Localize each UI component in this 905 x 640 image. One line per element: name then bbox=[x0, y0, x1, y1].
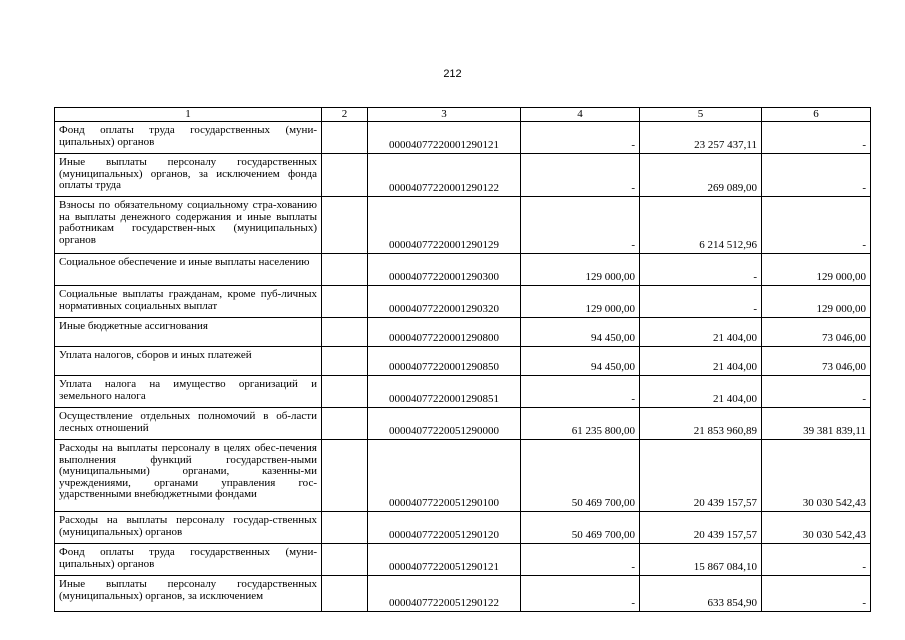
value-cell-6: 30 030 542,43 bbox=[762, 440, 871, 512]
row-name-cell: Осуществление отдельных полномочий в об-ласти лесных отношений bbox=[55, 408, 322, 440]
value-cell-5: 633 854,90 bbox=[640, 576, 762, 612]
value-cell-6: 73 046,00 bbox=[762, 318, 871, 347]
table-row bbox=[55, 347, 871, 376]
header-cell: 4 bbox=[521, 108, 640, 122]
empty-cell bbox=[322, 347, 368, 376]
value-cell-4: 50 469 700,00 bbox=[521, 440, 640, 512]
table-row bbox=[55, 440, 871, 512]
code-cell: 00004077220001290122 bbox=[368, 154, 521, 197]
value-cell-5: - bbox=[640, 254, 762, 286]
row-name-cell: Уплата налога на имущество организаций и земельного налога bbox=[55, 376, 322, 408]
table-row bbox=[55, 376, 871, 408]
table-row bbox=[55, 408, 871, 440]
row-name-cell: Расходы на выплаты персоналу в целях обес-печения выполнения функций государствен-ными (муниципальными) органами, казенны-ми учреждениями, органами управления гос-ударственными внебюджетными фондами bbox=[55, 440, 322, 512]
value-cell-6: - bbox=[762, 197, 871, 254]
empty-cell bbox=[322, 154, 368, 197]
table-row bbox=[55, 154, 871, 197]
code-cell: 00004077220001290851 bbox=[368, 376, 521, 408]
code-cell: 00004077220051290100 bbox=[368, 440, 521, 512]
empty-cell bbox=[322, 254, 368, 286]
code-cell: 00004077220051290121 bbox=[368, 544, 521, 576]
row-name-cell: Фонд оплаты труда государственных (муни-ципальных) органов bbox=[55, 544, 322, 576]
header-cell: 3 bbox=[368, 108, 521, 122]
code-cell: 00004077220001290121 bbox=[368, 122, 521, 154]
value-cell-6: 39 381 839,11 bbox=[762, 408, 871, 440]
empty-cell bbox=[322, 197, 368, 254]
row-name-cell: Иные бюджетные ассигнования bbox=[55, 318, 322, 347]
value-cell-6: - bbox=[762, 122, 871, 154]
value-cell-5: 21 404,00 bbox=[640, 318, 762, 347]
value-cell-5: 21 404,00 bbox=[640, 376, 762, 408]
table-row bbox=[55, 286, 871, 318]
value-cell-4: 94 450,00 bbox=[521, 347, 640, 376]
value-cell-5: 15 867 084,10 bbox=[640, 544, 762, 576]
value-cell-4: - bbox=[521, 544, 640, 576]
code-cell: 00004077220001290850 bbox=[368, 347, 521, 376]
row-name-cell: Уплата налогов, сборов и иных платежей bbox=[55, 347, 322, 376]
header-cell: 2 bbox=[322, 108, 368, 122]
value-cell-5: 23 257 437,11 bbox=[640, 122, 762, 154]
value-cell-4: - bbox=[521, 197, 640, 254]
value-cell-6: - bbox=[762, 154, 871, 197]
empty-cell bbox=[322, 408, 368, 440]
row-name-cell: Взносы по обязательному социальному стра-хованию на выплаты денежного содержания и иные выплаты работникам государствен-ных (муниципальных) органов bbox=[55, 197, 322, 254]
value-cell-4: - bbox=[521, 576, 640, 612]
empty-cell bbox=[322, 576, 368, 612]
header-cell: 1 bbox=[55, 108, 322, 122]
code-cell: 00004077220001290800 bbox=[368, 318, 521, 347]
row-name-cell: Расходы на выплаты персоналу государ-ственных (муниципальных) органов bbox=[55, 512, 322, 544]
value-cell-4: 94 450,00 bbox=[521, 318, 640, 347]
value-cell-4: 61 235 800,00 bbox=[521, 408, 640, 440]
empty-cell bbox=[322, 376, 368, 408]
value-cell-6: 129 000,00 bbox=[762, 286, 871, 318]
row-name-cell: Социальное обеспечение и иные выплаты населению bbox=[55, 254, 322, 286]
value-cell-4: 129 000,00 bbox=[521, 286, 640, 318]
table-row bbox=[55, 576, 871, 612]
code-cell: 00004077220001290300 bbox=[368, 254, 521, 286]
header-cell: 6 bbox=[762, 108, 871, 122]
value-cell-5: 6 214 512,96 bbox=[640, 197, 762, 254]
code-cell: 00004077220001290129 bbox=[368, 197, 521, 254]
empty-cell bbox=[322, 318, 368, 347]
value-cell-6: - bbox=[762, 576, 871, 612]
code-cell: 00004077220051290122 bbox=[368, 576, 521, 612]
table-row bbox=[55, 197, 871, 254]
value-cell-6: 129 000,00 bbox=[762, 254, 871, 286]
empty-cell bbox=[322, 512, 368, 544]
value-cell-4: - bbox=[521, 122, 640, 154]
value-cell-5: 21 853 960,89 bbox=[640, 408, 762, 440]
value-cell-6: - bbox=[762, 376, 871, 408]
value-cell-6: 30 030 542,43 bbox=[762, 512, 871, 544]
header-cell: 5 bbox=[640, 108, 762, 122]
value-cell-5: 21 404,00 bbox=[640, 347, 762, 376]
value-cell-4: 50 469 700,00 bbox=[521, 512, 640, 544]
empty-cell bbox=[322, 440, 368, 512]
value-cell-4: - bbox=[521, 376, 640, 408]
value-cell-5: - bbox=[640, 286, 762, 318]
page-number: 212 bbox=[443, 68, 462, 80]
value-cell-4: - bbox=[521, 154, 640, 197]
value-cell-6: 73 046,00 bbox=[762, 347, 871, 376]
value-cell-5: 20 439 157,57 bbox=[640, 440, 762, 512]
empty-cell bbox=[322, 544, 368, 576]
budget-table bbox=[54, 107, 871, 612]
value-cell-5: 269 089,00 bbox=[640, 154, 762, 197]
row-name-cell: Фонд оплаты труда государственных (муни-ципальных) органов bbox=[55, 122, 322, 154]
value-cell-4: 129 000,00 bbox=[521, 254, 640, 286]
table-row bbox=[55, 254, 871, 286]
header-row bbox=[55, 108, 871, 122]
table-row bbox=[55, 512, 871, 544]
row-name-cell: Социальные выплаты гражданам, кроме пуб-личных нормативных социальных выплат bbox=[55, 286, 322, 318]
code-cell: 00004077220001290320 bbox=[368, 286, 521, 318]
table-row bbox=[55, 318, 871, 347]
code-cell: 00004077220051290120 bbox=[368, 512, 521, 544]
value-cell-5: 20 439 157,57 bbox=[640, 512, 762, 544]
code-cell: 00004077220051290000 bbox=[368, 408, 521, 440]
empty-cell bbox=[322, 286, 368, 318]
empty-cell bbox=[322, 122, 368, 154]
value-cell-6: - bbox=[762, 544, 871, 576]
table-row bbox=[55, 544, 871, 576]
row-name-cell: Иные выплаты персоналу государственных (муниципальных) органов, за исключением фонда оплаты труда bbox=[55, 154, 322, 197]
row-name-cell: Иные выплаты персоналу государственных (муниципальных) органов, за исключением bbox=[55, 576, 322, 612]
table-row bbox=[55, 122, 871, 154]
